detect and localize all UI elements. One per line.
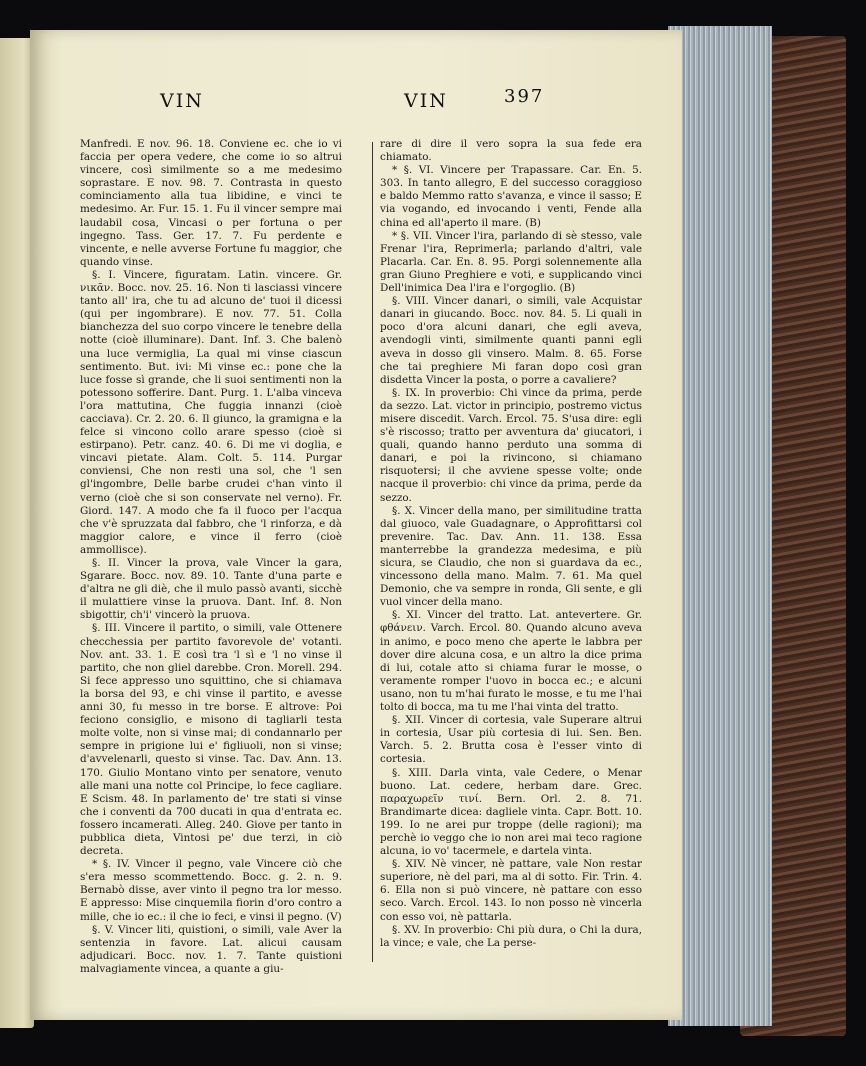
entry-paragraph: §. V. Vincer liti, quistioni, o simili, vale Aver la sentenzia in favore. Lat. alicui causam adjudicari. Bocc. nov. 1. 7. Tante quistioni malvagiamente vincea, a quante a giu-: [80, 923, 342, 975]
entry-paragraph: §. X. Vincer della mano, per similitudine tratta dal giuoco, vale Guadagnare, o Approfittarsi col prevenire. Tac. Dav. Ann. 11. 138. Essa manterrebbe la grandezza medesima, e più sicura, se Claudio, che non si guardava da ec., vincessono della mano. Malm. 7. 61. Ma quel Demonio, che va sempre in ronda, Gli sente, e gli vuol vincer della mano.: [380, 504, 642, 609]
entry-paragraph: §. XII. Vincer di cortesia, vale Superare altrui in cortesia, Usar più cortesia di lui. Sen. Ben. Varch. 5. 2. Brutta cosa è l'esser vinto di cortesia.: [380, 714, 642, 766]
entry-paragraph: §. IX. In proverbio: Chi vince da prima, perde da sezzo. Lat. victor in principio, postremo victus misere discedit. Varch. Ercol. 75. S'usa dire: egli s'è riscosso; tratto per avventura da' giucatori, i quali, quando hanno perduto una somma di danari, e poi la rivincono, si chiamano risquotersi; il che avviene spesse volte; onde nacque il proverbio: chi vince da prima, perde da sezzo.: [380, 386, 642, 504]
column-divider: [372, 142, 373, 962]
entry-paragraph: §. III. Vincere il partito, o simili, vale Ottenere checchessia per partito favorevole de' votanti. Nov. ant. 33. 1. E così tra 'l sì e 'l no vinse il partito, che non gliel darebbe. Cron. Morell. 294. Si fece appresso uno squittino, che si chiamava la borsa del 93, e chi vinse il partito, e avesse anni 30, fu messo in tre borse. E altrove: Poi feciono consiglio, e misono di tagliarli testa molte volte, non si vinse mai; di condannarlo per sempre in prigione lui e' figliuoli, non si vinse; d'avvelenarli, questo si vinse. Tac. Dav. Ann. 13. 170. Giulio Montano vinto per senatore, venuto alle mani una notte col Principe, lo fece cagliare. E Scism. 48. In parlamento de' tre stati si vinse che i conventi da 700 ducati in qua d'entrata ec. fossero incamerati. Alleg. 240. Giove per tanto in pubblica dieta, Vintosi pe' due terzi, in ciò decreta.: [80, 622, 342, 858]
right-column: [380, 138, 642, 968]
entry-paragraph: * §. IV. Vincer il pegno, vale Vincere ciò che s'era messo scommettendo. Bocc. g. 2. n. 9. Bernabò disse, aver vinto il pegno tra lor messo. E appresso: Mise cinquemila fiorin d'oro contro a mille, che io ec.: il che io feci, e vinsi il pegno. (V): [80, 858, 342, 923]
entry-paragraph: §. II. Vincer la prova, vale Vincer la gara, Sgarare. Bocc. nov. 89. 10. Tante d'una parte e d'altra ne gli diè, che il mulo passò avanti, sicchè il mulattiere vinse la pruova. Dant. Inf. 8. Non sbigottir, ch'i' vincerò la pruova.: [80, 557, 342, 622]
entry-paragraph: rare di dire il vero sopra la sua fede era chiamato.: [380, 138, 642, 164]
left-column: [80, 138, 342, 975]
entry-paragraph: * §. VII. Vincer l'ira, parlando di sè stesso, vale Frenar l'ira, Reprimerla; parlando d'altri, vale Placarla. Car. En. 8. 95. Porgi solennemente alla gran Giuno Preghiere e voti, e supplicando vinci Dell'inimica Dea l'ira e l'orgoglio. (B): [380, 229, 642, 295]
entry-paragraph: §. I. Vincere, figuratam. Latin. vincere. Gr. νικᾶν. Bocc. nov. 25. 16. Non ti lasciassi vincere tanto all' ira, che tu ad alcuno de' tuoi il dicessi (qui per ingombrare). E nov. 77. 51. Colla bianchezza del suo corpo vincere le tenebre della notte (cioè illuminare). Dant. Inf. 3. Che balenò una luce vermiglia, La qual mi vinse ciascun sentimento. But. ivi: Mi vinse ec.: pone che la luce fosse sì grande, che li suoi sentimenti non la potessono sofferire. Dant. Purg. 1. L'alba vinceva l'ora mattutina, Che fuggia innanzi (cioè cacciava). Cr. 2. 20. 6. Il giunco, la gramigna e la felce si vincono collo arare spesso (cioè si estirpano). Petr. canz. 40. 6. Di me vi doglia, e vincavi pietate. Alam. Colt. 5. 114. Purgar conviensi, Che non resti una sol, che 'l sen gl'ingombre, Delle barbe crudei c'han vinto il verno (cioè che si son conservate nel verno). Fr. Giord. 147. A modo che fa il fuoco per l'acqua che v'è spruzzata dal fabbro, che 'l rinforza, e dà maggior calore, e vince il ferro (cioè ammollisce).: [80, 268, 342, 556]
entry-paragraph: * §. VI. Vincere per Trapassare. Car. En. 5. 303. In tanto allegro, E del successo coraggioso e baldo Memmo ratto s'avanza, e vince il sasso; E via vogando, ed invocando i venti, Fende alla china ed all'aperto il mare. (B): [380, 164, 642, 229]
entry-paragraph: §. XIV. Nè vincer, nè pattare, vale Non restar superiore, nè del pari, ma al di sotto. Fir. Trin. 4. 6. Ella non si può vincere, nè pattare con esso seco. Varch. Ercol. 143. Io non posso nè vincerla con esso voi, nè pattarla.: [380, 858, 642, 923]
entry-paragraph: Manfredi. E nov. 96. 18. Conviene ec. che io vi faccia per opera vedere, che come io so altrui vincere, così similmente so a me medesimo soprastare. E nov. 98. 7. Contrasta in questo cominciamento alla tua libidine, e vinci te medesimo. Ar. Fur. 15. 1. Fu il vincer sempre mai laudabil cosa, Vincasi o per fortuna o per ingegno. Tass. Ger. 17. 7. Fu perdente e vincente, e nelle avverse Fortune fu maggior, che quando vinse.: [80, 138, 342, 268]
entry-paragraph: §. XI. Vincer del tratto. Lat. antevertere. Gr. φθάνειν. Varch. Ercol. 80. Quando alcuno aveva in animo, e poco meno che aperte le labbra per dover dire alcuna cosa, e un altro la dice prima di lui, cotale atto si chiama furar le mosse, o veramente romper l'uovo in bocca ec.; e alcuni usano, non tu m'hai furato le mosse, e tu me l'hai tolto di bocca, ma tu me l'hai vinta del tratto.: [380, 609, 642, 714]
page-number: 397: [504, 86, 545, 107]
header-center-word: VIN: [404, 90, 448, 112]
left-page-edge: [0, 38, 34, 1028]
page-edges: [668, 26, 772, 1026]
entry-paragraph: §. XIII. Darla vinta, vale Cedere, o Menar buono. Lat. cedere, herbam dare. Grec. παραχωρεῖν τινί. Bern. Orl. 2. 8. 71. Brandimarte dicea: dagliele vinta. Capr. Bott. 10. 199. Io ne arei pur troppe (delle ragioni); ma perchè io veggo che io non arei mai teco ragione alcuna, io vo' tacermele, e dartela vinta.: [380, 766, 642, 858]
header-left-word: VIN: [160, 90, 204, 112]
entry-paragraph: §. XV. In proverbio: Chi più dura, o Chi la dura, la vince; e vale, che La perse-: [380, 923, 642, 949]
entry-paragraph: §. VIII. Vincer danari, o simili, vale Acquistar danari in giucando. Bocc. nov. 84. 5. Li quali in poco d'ora alcuni danari, che egli aveva, avendogli vinti, similmente quanti panni egli aveva in dosso gli vinsero. Malm. 8. 65. Forse che tai preghiere Mi faran dopo così gran disdetta Vincer la posta, o porre a cavaliere?: [380, 295, 642, 386]
dictionary-page: [30, 30, 682, 1020]
